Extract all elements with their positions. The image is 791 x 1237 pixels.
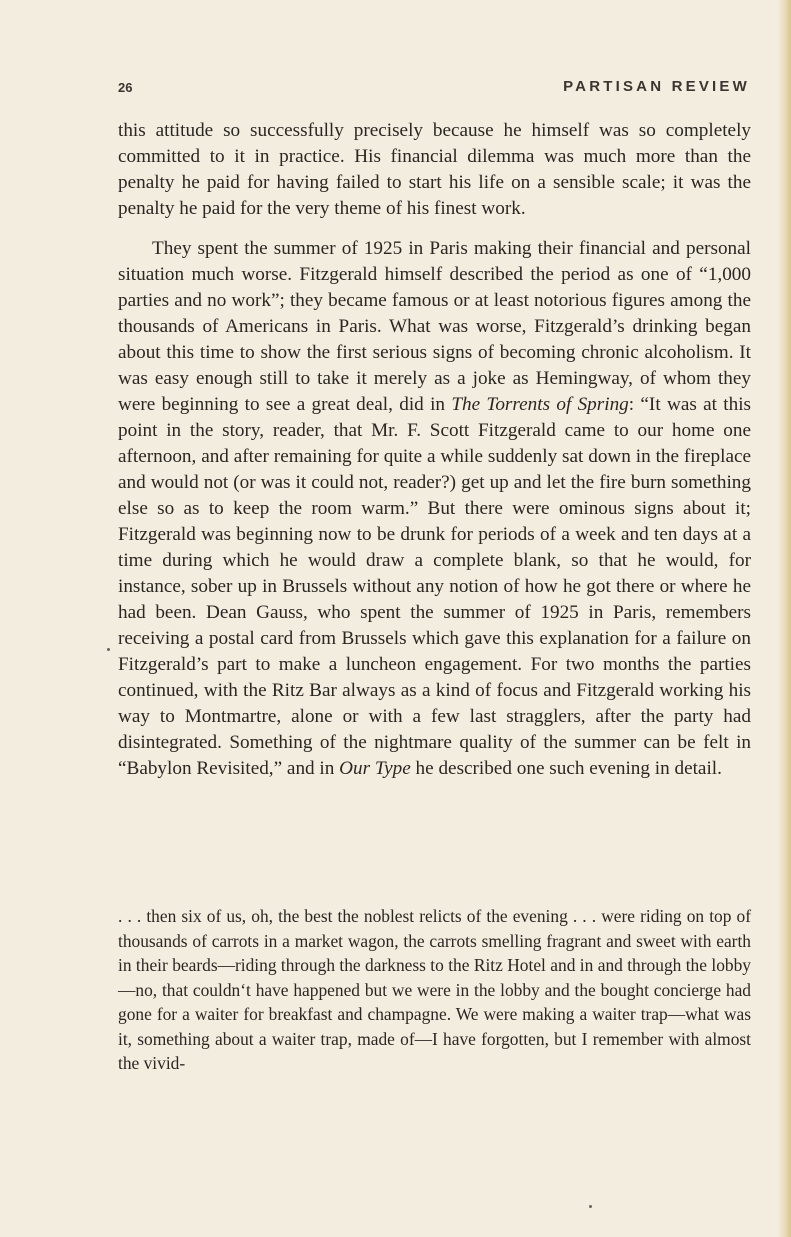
- page-edge: [777, 0, 791, 1237]
- body-text: [118, 118, 751, 782]
- paragraph-2-text-a: They spent the summer of 1925 in Paris making their financial and personal situation much worse. Fitzgerald himself described the period as one of “1,000 parties and no work”; they became famous or at least notorious figures among the thousands of Americans in Paris. What was worse, Fitzgerald’s drinking began about this time to show the first serious signs of becoming chronic alcoholism. It was easy enough still to take it merely as a joke as Hemingway, of whom they were beginning to see a great deal, did in: [118, 238, 751, 415]
- page-number: 26: [118, 80, 133, 95]
- book-title-torrents: The Torrents of Spring: [451, 394, 629, 415]
- journal-title: PARTISAN REVIEW: [563, 78, 750, 95]
- book-title-our-type: Our Type: [339, 758, 411, 779]
- paragraph-2-text-b: : “It was at this point in the story, reader, that Mr. F. Scott Fitzgerald came to our home one afternoon, and after remaining for quite a while suddenly sat down in the fireplace and would not (or was it could not, reader?) get up and let the fire burn something else so as to keep the room warm.” But there were ominous signs about it; Fitzgerald was beginning now to be drunk for periods of a week and ten days at a time during which he would draw a complete blank, so that he would, for instance, sober up in Brussels without any notion of how he got there or where he had been. Dean Gauss, who spent the summer of 1925 in Paris, remembers receiving a postal card from Brussels which gave this explanation for a failure on Fitzgerald’s part to make a luncheon engagement. For two months the parties continued, with the Ritz Bar always as a kind of focus and Fitzgerald working his way to Montmartre, alone or with a few last stragglers, after the party had disintegrated. Something of the nightmare quality of the summer can be felt in “Babylon Revisited,” and in: [118, 394, 751, 779]
- paragraph-2-text-c: he described one such evening in detail.: [415, 758, 722, 779]
- running-header: [118, 76, 750, 100]
- paragraph-2: [118, 236, 751, 782]
- paragraph-1: this attitude so successfully precisely because he himself was so completely committed to it in practice. His financial dilemma was much more than the penalty he paid for having failed to start his life on a sensible scale; it was the penalty he paid for the very theme of his finest work.: [118, 120, 751, 219]
- margin-speck: [107, 648, 110, 651]
- block-quote: . . . then six of us, oh, the best the noblest relicts of the evening . . . were riding on top of thousands of carrots in a market wagon, the carrots smelling fragrant and sweet with earth in their beards—riding through the darkness to the Ritz Hotel and in and through the lobby—no, that couldn‘t have happened but we were in the lobby and the bought concierge had gone for a waiter for breakfast and champagne. We were making a waiter trap—what was it, something about a waiter trap, made of—I have forgotten, but I remember with almost the vivid-: [118, 906, 751, 1073]
- margin-speck: [589, 1205, 592, 1208]
